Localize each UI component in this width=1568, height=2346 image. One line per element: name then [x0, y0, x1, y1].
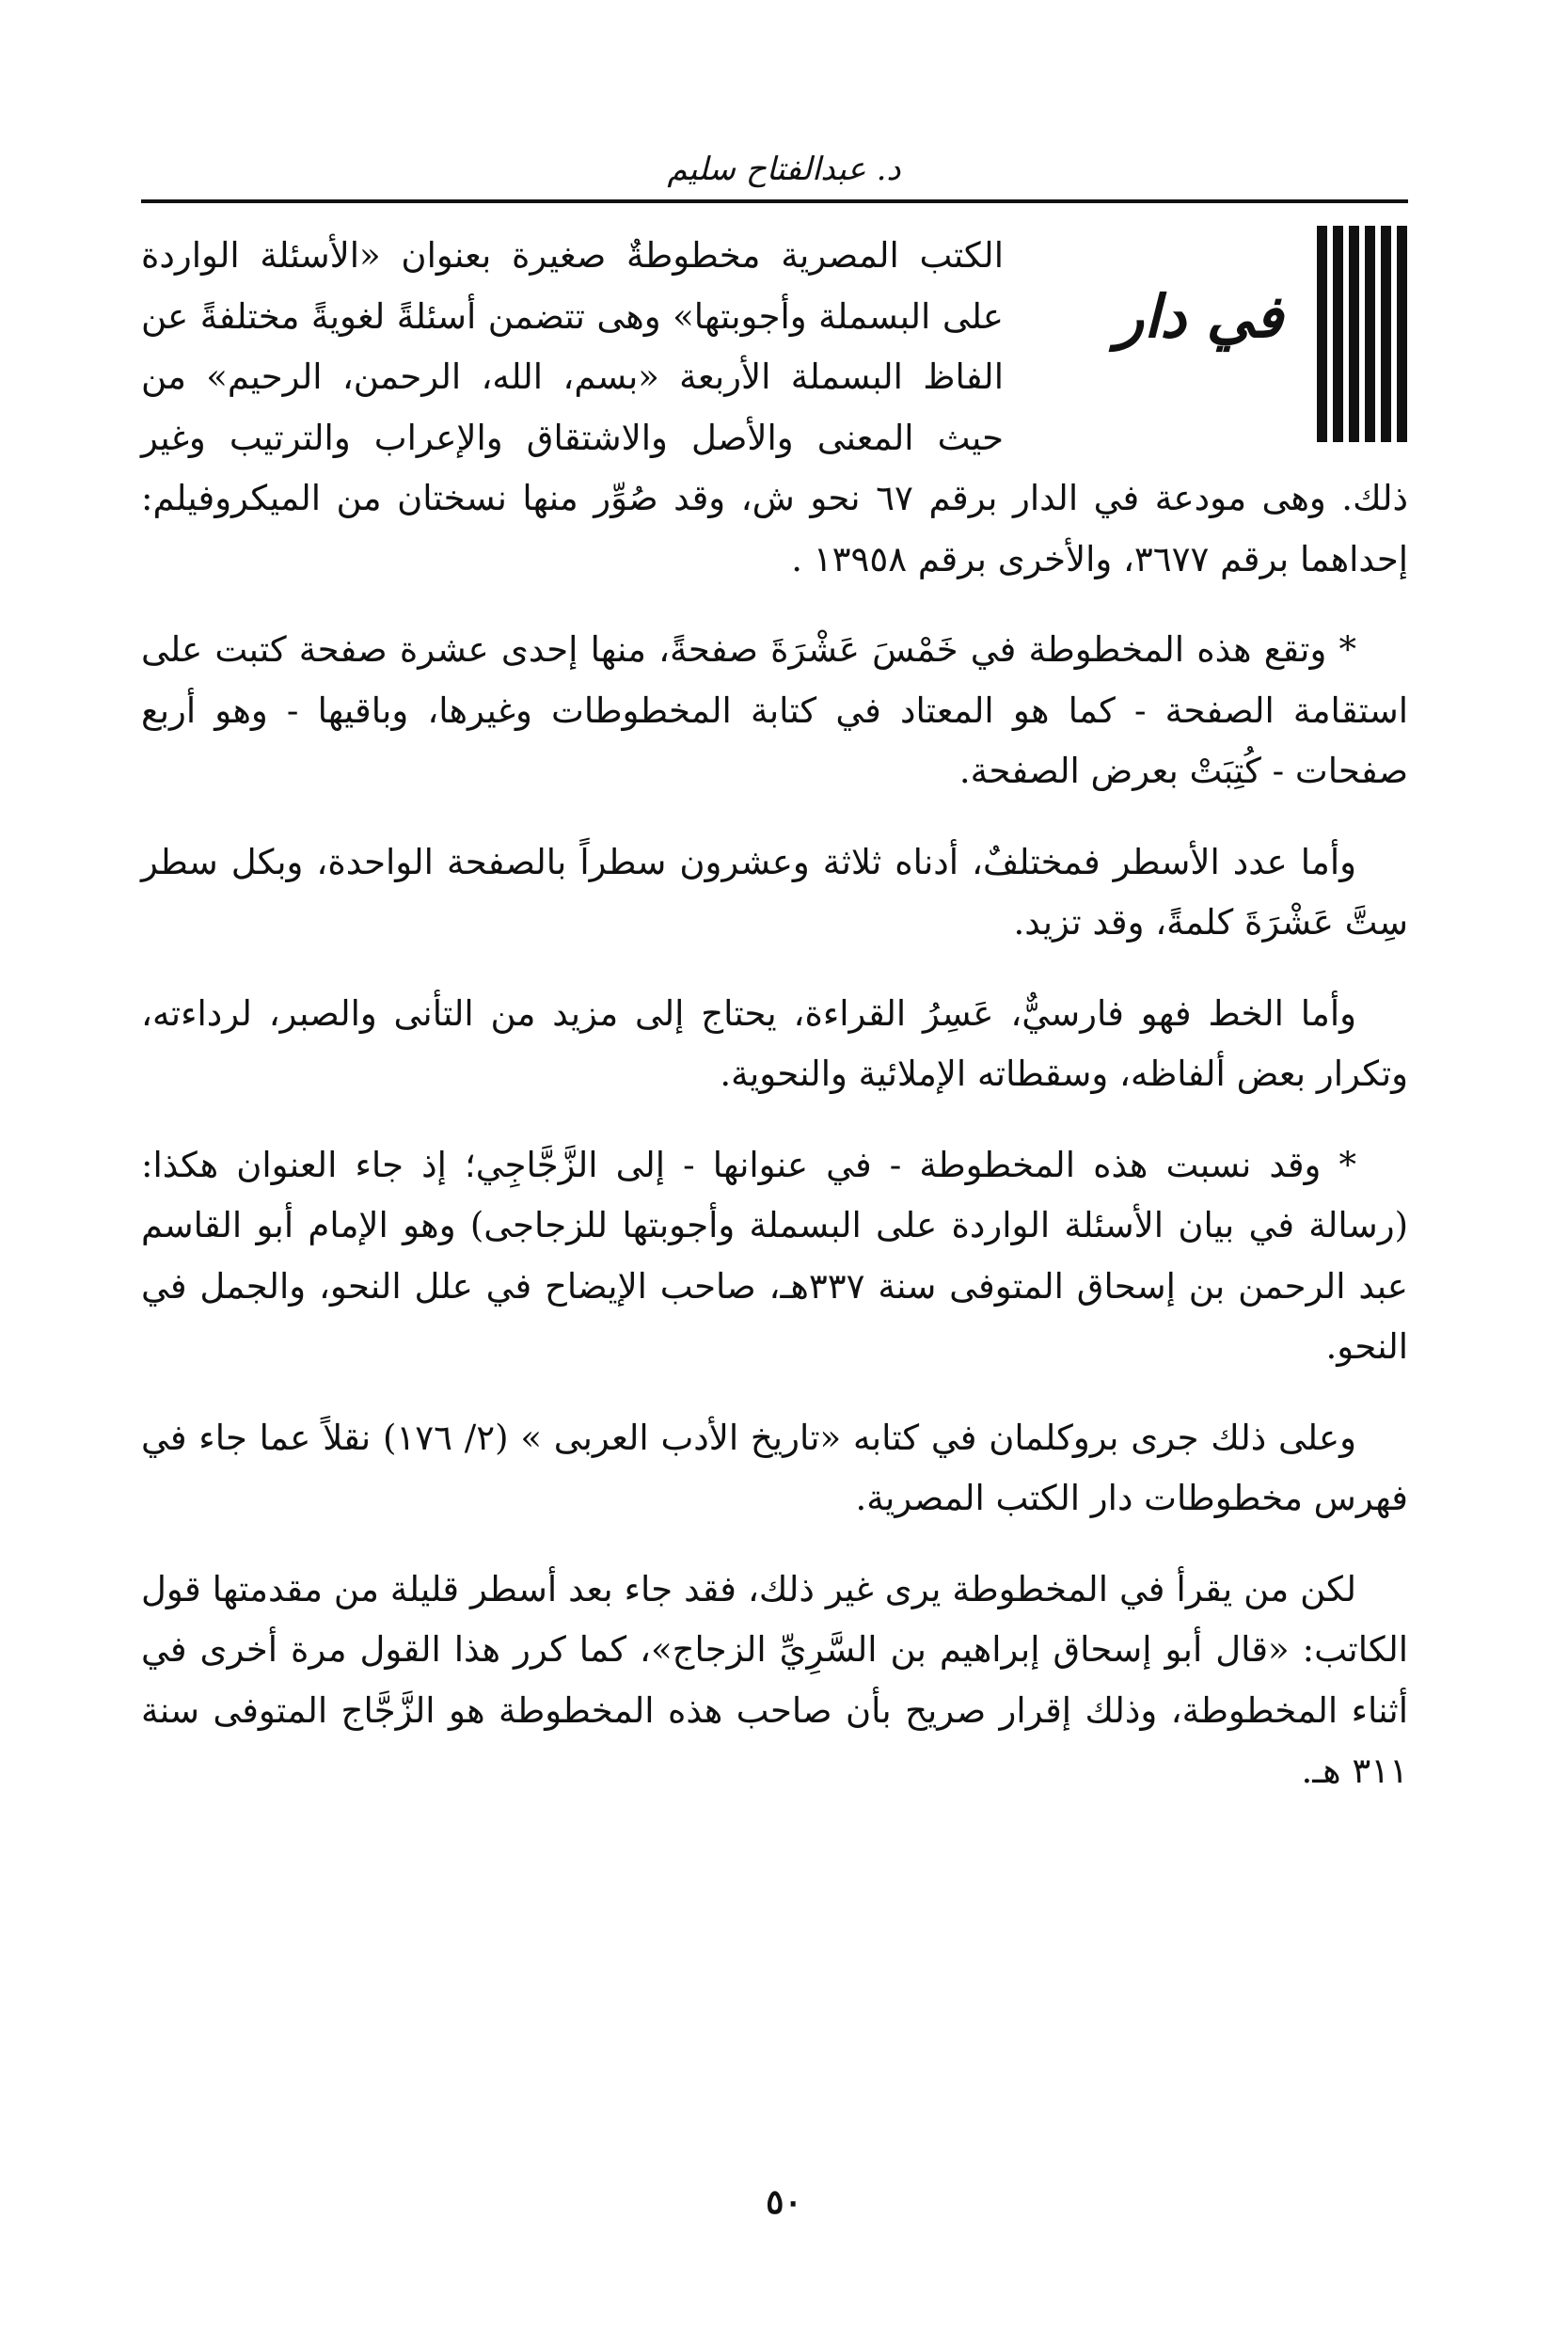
paragraph: لكن من يقرأ في المخطوطة يرى غير ذلك، فقد جاء بعد أسطر قليلة من مقدمتها قول الكاتب: «قال أبو إسحاق إبراهيم بن السَّرِيِّ الزجاج»، كما كرر هذا القول مرة أخرى في أثناء المخطوطة، وذلك إقرار صريح بأن صاحب هذه المخطوطة هو الزَّجَّاج المتوفى سنة ٣١١ هـ.: [141, 1568, 1408, 1791]
drop-cap-spacer: [1004, 226, 1408, 408]
paragraph: الكتب المصرية مخطوطةٌ صغيرة بعنوان «الأسئلة الواردة على البسملة وأجوبتها» وهى تتضمن أسئلةً لغويةً مختلفةً عن الفاظ البسملة الأربعة «بسم، الله، الرحمن، الرحيم» من حيث المعنى والأصل والاشتقاق والإعراب والترتيب وغير ذلك. وهى مودعة في الدار برقم ٦٧ نحو ش، وقد صُوِّر منها نسختان من الميكروفيلم: إحداهما برقم ٣٦٧٧، والأخرى برقم ١٣٩٥٨ .: [141, 235, 1409, 579]
opening-drop-word: في دار: [1116, 282, 1283, 351]
paragraph: وأما الخط فهو فارسيٌّ، عَسِرُ القراءة، يحتاج إلى مزيد من التأنى والصبر، لرداءته، وتكرار بعض ألفاظه، وسقطاته الإملائية والنحوية.: [141, 992, 1408, 1094]
page-number: ٥٠: [766, 2182, 802, 2222]
running-header-author: د. عبدالفتاح سليم: [667, 151, 901, 188]
body-text: [141, 226, 1408, 1832]
paragraph: * وقد نسبت هذه المخطوطة - في عنوانها - إلى الزَّجَّاجِي؛ إذ جاء العنوان هكذا: (رسالة في بيان الأسئلة الواردة على البسملة وأجوبتها للزجاجى) وهو الإمام أبو القاسم عبد الرحمن بن إسحاق المتوفى سنة ٣٣٧هـ، صاحب الإيضاح في علل النحو، والجمل في النحو.: [141, 1144, 1408, 1367]
paragraph: وأما عدد الأسطر فمختلفٌ، أدناه ثلاثة وعشرون سطراً بالصفحة الواحدة، وبكل سطر سِتَّ عَشْرَةَ كلمةً، وقد تزيد.: [141, 841, 1408, 943]
header-rule: [141, 199, 1408, 203]
paragraph: * وتقع هذه المخطوطة في خَمْسَ عَشْرَةَ صفحةً، منها إحدى عشرة صفحة كتبت على استقامة الصفحة - كما هو المعتاد في كتابة المخطوطات وغيرها، وباقيها - وهو أربع صفحات - كُتِبَتْ بعرض الصفحة.: [141, 629, 1408, 791]
paragraph: وعلى ذلك جرى بروكلمان في كتابه «تاريخ الأدب العربى » (٢/ ١٧٦) نقلاً عما جاء في فهرس مخطوطات دار الكتب المصرية.: [141, 1417, 1408, 1518]
